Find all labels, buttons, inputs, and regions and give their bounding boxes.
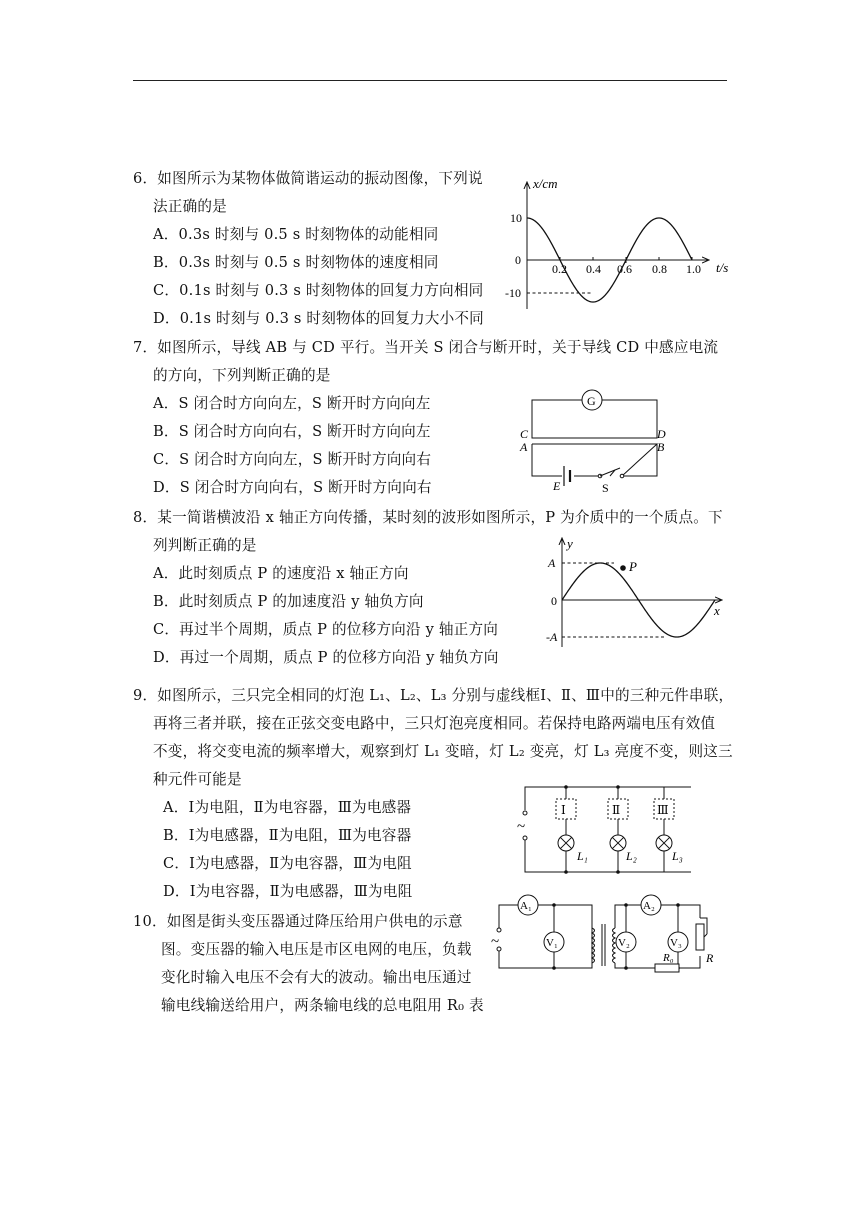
q6-y-tick-10: 10 bbox=[510, 211, 522, 225]
q6-x-tick-0.6: 0.6 bbox=[617, 262, 632, 276]
q7-switch-blade bbox=[600, 468, 620, 476]
q9-box-2-label: Ⅱ bbox=[612, 803, 621, 817]
q8-label-p: P bbox=[629, 559, 637, 574]
q9-option-d: D．Ⅰ为电容器，Ⅱ为电感器，Ⅲ为电阻 bbox=[163, 883, 413, 900]
q6-y-tick-neg10: -10 bbox=[505, 286, 521, 300]
q7-label-s: S bbox=[602, 481, 609, 495]
q10-transformer-circuit bbox=[485, 888, 730, 973]
q7-label-b: B bbox=[657, 440, 665, 454]
q9-box-1-label: Ⅰ bbox=[561, 803, 566, 817]
q6-stem-line-1: 6．如图所示为某物体做简谐运动的振动图像，下列说 bbox=[133, 170, 483, 187]
q6-x-tick-1.0: 1.0 bbox=[686, 262, 701, 276]
q7-label-c: C bbox=[520, 427, 529, 441]
q7-option-c: C．S 闭合时方向向左，S 断开时方向向右 bbox=[153, 451, 432, 468]
q10-label-r0: R₀ bbox=[663, 952, 674, 964]
q10-rheostat-r bbox=[696, 924, 704, 950]
q10-stem-line-2: 图。变压器的输入电压是市区电网的电压，负载 bbox=[161, 941, 472, 958]
q9-lamp-3 bbox=[656, 835, 672, 851]
q6-y-tick-0: 0 bbox=[515, 253, 521, 267]
q9-stem-line-4: 种元件可能是 bbox=[153, 771, 242, 788]
q8-stem-line-2: 列判断正确的是 bbox=[153, 537, 257, 554]
q8-y-axis-label: y bbox=[567, 536, 573, 551]
q9-lamp-1 bbox=[558, 835, 574, 851]
q6-x-tick-0.4: 0.4 bbox=[586, 262, 601, 276]
q6-x-tick-0.8: 0.8 bbox=[652, 262, 667, 276]
q7-option-b: B．S 闭合时方向向右，S 断开时方向向左 bbox=[153, 423, 431, 440]
q6-option-d: D．0.1s 时刻与 0.3 s 时刻物体的回复力大小不同 bbox=[153, 310, 484, 327]
q9-box-3-label: Ⅲ bbox=[657, 803, 669, 817]
q10-stem-line-3: 变化时输入电压不会有大的波动。输出电压通过 bbox=[161, 969, 472, 986]
q8-label-neg-a: -A bbox=[546, 630, 558, 644]
q9-label-l2: L₂ bbox=[626, 849, 637, 863]
q10-stem-line-1: 10．如图是街头变压器通过降压给用户供电的示意 bbox=[133, 913, 463, 930]
q7-option-a: A．S 闭合时方向向左，S 断开时方向向左 bbox=[153, 395, 431, 412]
q10-label-v1: V₁ bbox=[546, 937, 558, 949]
q6-option-c: C．0.1s 时刻与 0.3 s 时刻物体的回复力方向相同 bbox=[153, 282, 484, 299]
q9-option-b: B．Ⅰ为电感器，Ⅱ为电阻，Ⅲ为电容器 bbox=[163, 827, 412, 844]
q9-label-l1: L₁ bbox=[577, 849, 588, 863]
q7-stem-line-2: 的方向，下列判断正确的是 bbox=[153, 367, 331, 384]
q6-x-axis-label: t/s bbox=[716, 260, 729, 275]
header-rule bbox=[133, 80, 727, 81]
q7-label-d: D bbox=[657, 427, 666, 441]
q10-line-resistor-r0 bbox=[655, 964, 679, 972]
q7-circuit-diagram bbox=[512, 386, 687, 496]
q8-stem-line-1: 8．某一简谐横波沿 x 轴正方向传播，某时刻的波形如图所示，P 为介质中的一个质点。下 bbox=[133, 509, 723, 526]
q8-option-a: A．此时刻质点 P 的速度沿 x 轴正方向 bbox=[153, 565, 409, 582]
q8-x-axis-label: x bbox=[714, 603, 720, 618]
q9-stem-line-2: 再将三者并联，接在正弦交变电路中，三只灯泡亮度相同。若保持电路两端电压有效值 bbox=[153, 715, 716, 732]
q6-stem-line-2: 法正确的是 bbox=[153, 198, 227, 215]
q9-label-l3: L₃ bbox=[672, 849, 683, 863]
q7-label-a: A bbox=[520, 440, 528, 454]
q9-box-1 bbox=[556, 799, 576, 819]
q6-option-b: B．0.3s 时刻与 0.5 s 时刻物体的速度相同 bbox=[153, 254, 439, 271]
q7-lower-loop bbox=[532, 444, 657, 476]
q9-option-c: C．Ⅰ为电感器，Ⅱ为电容器，Ⅲ为电阻 bbox=[163, 855, 412, 872]
q8-option-d: D．再过一个周期，质点 P 的位移方向沿 y 轴负方向 bbox=[153, 649, 499, 666]
q9-lamp-2 bbox=[610, 835, 626, 851]
q8-point-p bbox=[620, 565, 626, 571]
q7-switch-contact bbox=[620, 474, 624, 478]
q8-option-c: C．再过半个周期，质点 P 的位移方向沿 y 轴正方向 bbox=[153, 621, 499, 638]
q7-galvanometer-label: G bbox=[587, 394, 596, 408]
q6-vibration-graph bbox=[497, 172, 737, 317]
q10-label-v2: V₂ bbox=[618, 937, 630, 949]
q10-ac-symbol: ~ bbox=[491, 934, 500, 950]
q9-terminal-top bbox=[523, 811, 527, 815]
q9-stem-line-1: 9．如图所示，三只完全相同的灯泡 L₁、L₂、L₃ 分别与虚线框Ⅰ、Ⅱ、Ⅲ中的三种元件串联， bbox=[133, 687, 734, 704]
q8-wave-graph bbox=[540, 533, 730, 653]
q10-label-r: R bbox=[706, 951, 714, 965]
q7-label-e: E bbox=[553, 479, 561, 493]
q6-option-a: A．0.3s 时刻与 0.5 s 时刻物体的动能相同 bbox=[153, 226, 439, 243]
q10-label-a1: A₁ bbox=[520, 900, 532, 912]
q10-secondary-coil bbox=[613, 928, 616, 963]
q8-option-b: B．此时刻质点 P 的加速度沿 y 轴负方向 bbox=[153, 593, 424, 610]
q6-y-axis-label: x/cm bbox=[533, 176, 558, 191]
q7-stem-line-1: 7．如图所示，导线 AB 与 CD 平行。当开关 S 闭合与断开时，关于导线 CD 中感应电流 bbox=[133, 339, 719, 356]
q6-x-tick-0.2: 0.2 bbox=[552, 262, 567, 276]
q10-stem-line-4: 输电线输送给用户，两条输电线的总电阻用 R₀ 表 bbox=[161, 997, 484, 1014]
q9-option-a: A．Ⅰ为电阻，Ⅱ为电容器，Ⅲ为电感器 bbox=[163, 799, 412, 816]
q7-option-d: D．S 闭合时方向向右，S 断开时方向向右 bbox=[153, 479, 432, 496]
q10-label-a2: A₂ bbox=[643, 900, 655, 912]
q8-label-a: A bbox=[548, 556, 556, 570]
q10-label-v3: V₃ bbox=[670, 937, 682, 949]
q9-stem-line-3: 不变，将交变电流的频率增大，观察到灯 L₁ 变暗，灯 L₂ 变亮，灯 L₃ 亮度不变，则这三 bbox=[153, 743, 733, 760]
q9-terminal-bottom bbox=[523, 836, 527, 840]
q9-circuit-diagram bbox=[508, 780, 708, 880]
q9-ac-symbol: ~ bbox=[517, 819, 526, 835]
q8-label-zero: 0 bbox=[551, 594, 557, 608]
